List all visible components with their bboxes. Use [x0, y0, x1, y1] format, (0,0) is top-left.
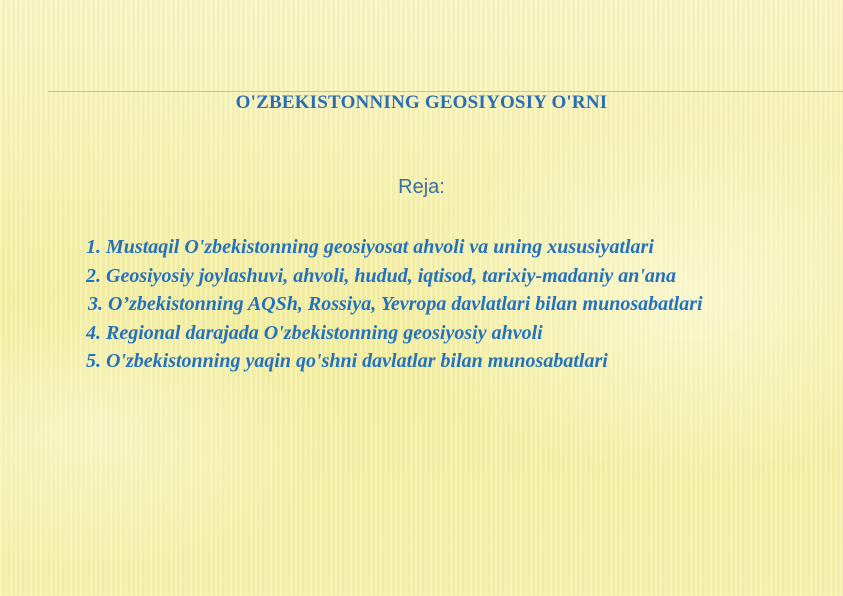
plan-item-4: 4. Regional darajada O'zbekistonning geosiyosiy ahvoli — [86, 321, 543, 344]
plan-list — [86, 233, 776, 376]
plan-item-2: 2. Geosiyosiy joylashuvi, ahvoli, hudud, iqtisod, tarixiy-madaniy an'ana — [86, 264, 677, 287]
slide-subtitle: Reja: — [398, 176, 445, 198]
plan-item-5: 5. O'zbekistonning yaqin qo'shni davlatlar bilan munosabatlari — [86, 350, 608, 372]
slide-title: O'ZBEKISTONNING GEOSIYOSIY O'RNI — [235, 92, 608, 113]
plan-item-1: 1. Mustaqil O'zbekistonning geosiyosat ahvoli va uning xususiyatlari — [86, 236, 654, 258]
plan-item-3: 3. O’zbekistonning AQSh, Rossiya, Yevropa davlatlari bilan munosabatlari — [88, 293, 703, 315]
